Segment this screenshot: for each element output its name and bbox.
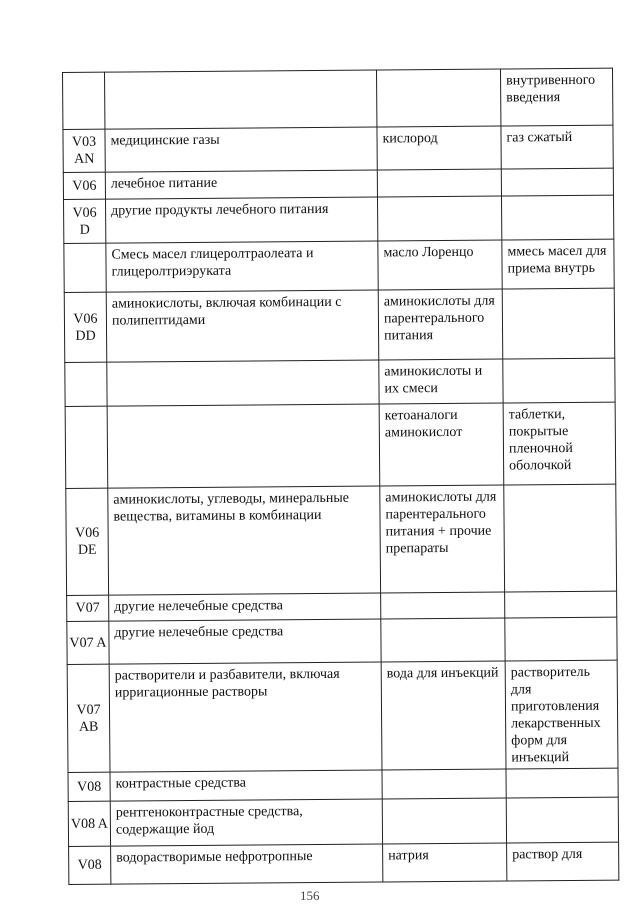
- cell-name: Смесь масел глицеролтраолеата и глицеролтриэруката: [106, 241, 378, 292]
- cell-form: внутривенного введения: [500, 68, 612, 126]
- cell-drug: аминокислоты для парентерального питания + прочие препараты: [380, 485, 505, 593]
- cell-code: V06 DE: [66, 488, 109, 595]
- cell-drug: [381, 618, 505, 662]
- cell-name: контрастные средства: [110, 770, 382, 801]
- cell-drug: [376, 69, 500, 127]
- cell-drug: натрия: [383, 843, 507, 882]
- table-row: [65, 402, 616, 488]
- cell-drug: аминокислоты для парентерального питания: [378, 289, 503, 360]
- cell-drug: [382, 769, 506, 799]
- table-row: [68, 797, 618, 846]
- cell-form: раствор для: [507, 842, 619, 881]
- cell-name: аминокислоты, углеводы, минеральные вещества, витамины в комбинации: [108, 486, 381, 595]
- cell-name: растворители и разбавители, включая ирригационные растворы: [109, 662, 382, 772]
- cell-name: рентгеноконтрастные средства, содержащие йод: [110, 799, 382, 846]
- cell-form: [502, 288, 615, 359]
- cell-name: [105, 70, 377, 129]
- cell-name: медицинские газы: [105, 127, 377, 172]
- cell-drug: [377, 169, 501, 197]
- page-number: 156: [300, 888, 320, 903]
- cell-form: [505, 591, 617, 618]
- cell-name: другие продукты лечебного питания: [106, 197, 378, 243]
- cell-code: V08 A: [68, 801, 110, 846]
- cell-code: V07: [67, 595, 109, 621]
- cell-name: другие нелечебные средства: [109, 593, 381, 621]
- cell-form: [501, 195, 613, 240]
- table-row: [65, 358, 615, 406]
- table-body: [63, 68, 619, 884]
- cell-code: V06: [63, 172, 105, 199]
- cell-drug: вода для инъекций: [381, 661, 506, 770]
- cell-code: [64, 243, 106, 292]
- cell-form: [506, 797, 618, 843]
- cell-code: V08: [68, 772, 110, 801]
- cell-drug: [381, 592, 505, 619]
- cell-drug: кетоаналоги аминокислот: [379, 403, 504, 486]
- medication-table: [62, 68, 619, 885]
- cell-drug: [382, 798, 506, 844]
- cell-code: [65, 362, 107, 406]
- cell-form: [503, 358, 615, 403]
- cell-code: V03 AN: [63, 129, 105, 172]
- cell-form: [504, 484, 617, 592]
- cell-form: растворитель для приготовления лекарственных форм для инъекций: [505, 660, 618, 769]
- table-row: [64, 195, 614, 243]
- cell-name: аминокислоты, включая комбинации с полипептидами: [106, 290, 379, 362]
- cell-code: [65, 406, 108, 488]
- table-row: [67, 660, 618, 772]
- document-sheet: [62, 68, 619, 885]
- cell-name: другие нелечебные средства: [109, 619, 381, 664]
- cell-drug: [377, 196, 501, 241]
- cell-drug: кислород: [377, 126, 501, 170]
- cell-code: V07 AB: [67, 664, 110, 772]
- cell-form: ммесь масел для приема внутрь: [502, 239, 614, 289]
- table-row: [69, 842, 619, 884]
- table-row: [66, 484, 617, 595]
- cell-form: [506, 768, 618, 798]
- cell-name: лечебное питание: [105, 170, 377, 199]
- cell-name: [107, 404, 380, 488]
- table-row: [63, 125, 613, 172]
- cell-drug: масло Лоренцо: [378, 240, 502, 290]
- cell-form: [501, 168, 613, 196]
- cell-code: V07 A: [67, 621, 109, 664]
- cell-form: газ сжатый: [501, 125, 613, 169]
- cell-drug: аминокислоты и их смеси: [379, 359, 503, 404]
- cell-code: V06 D: [64, 199, 106, 243]
- table-row: [63, 68, 613, 129]
- cell-code: [63, 72, 105, 129]
- cell-form: таблетки, покрытые пленочной оболочкой: [503, 402, 616, 485]
- table-row: [68, 768, 618, 801]
- table-row: [63, 168, 613, 199]
- cell-form: [505, 617, 617, 661]
- cell-name: водорастворимые нефротропные: [111, 844, 383, 884]
- cell-code: V08: [69, 846, 111, 884]
- cell-name: [107, 360, 379, 406]
- table-row: [64, 288, 615, 362]
- table-row: [64, 239, 614, 292]
- table-row: [67, 617, 617, 664]
- cell-code: V06 DD: [64, 292, 107, 362]
